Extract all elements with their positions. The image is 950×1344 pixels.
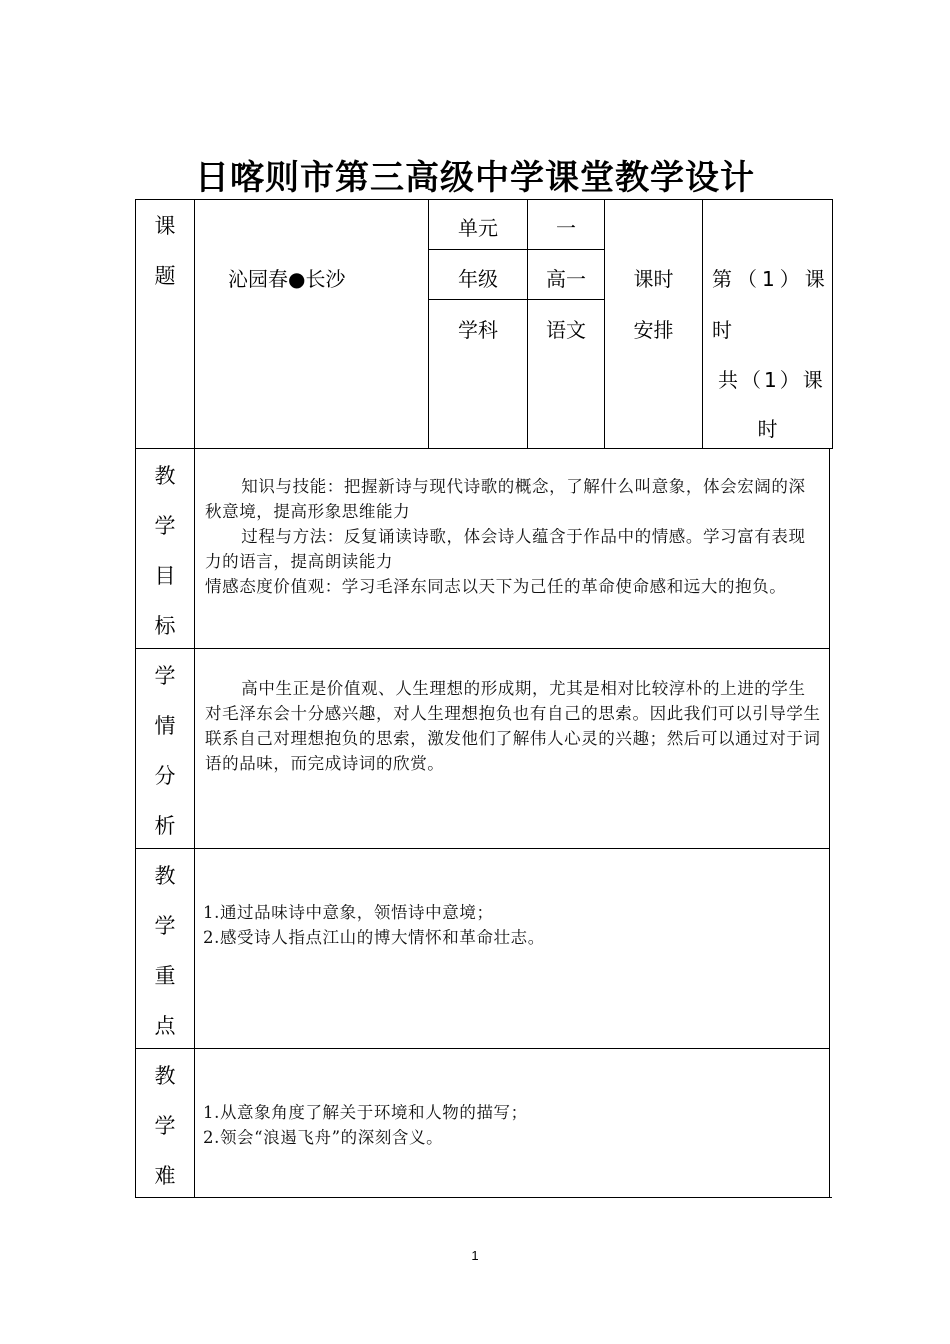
table-rule (702, 199, 703, 449)
schedule-value-line-3: 共（1）课 (718, 368, 826, 392)
key-points-content (203, 900, 819, 950)
difficulties-content (203, 1100, 819, 1150)
paragraph: 1.从意象角度了解关于环境和人物的描写； (203, 1103, 528, 1122)
paragraph: 知识与技能：把握新诗与现代诗歌的概念，了解什么叫意象，体会宏阔的深秋意境，提高形象思维能力 (205, 477, 806, 521)
table-border-right (832, 199, 833, 449)
table-rule (135, 1048, 830, 1049)
grade-value: 高一 (546, 267, 586, 291)
schedule-label-line-2: 安排 (633, 318, 674, 342)
grade-label: 年级 (458, 267, 498, 291)
difficulties-label: 教 学 难 (154, 1064, 176, 1188)
page-number: 1 (471, 1248, 479, 1263)
table-rule (194, 199, 195, 1198)
schedule-value-line-2: 时 (712, 318, 732, 342)
table-rule (428, 299, 604, 300)
table-rule (135, 448, 832, 449)
paragraph: 2.领会“浪遏飞舟”的深刻含义。 (203, 1128, 444, 1147)
schedule-value-line-1: 第（1）课 (712, 267, 830, 291)
unit-value: 一 (556, 216, 576, 240)
table-rule (135, 648, 830, 649)
schedule-value-line-4: 时 (757, 417, 778, 441)
paragraph: 过程与方法：反复诵读诗歌，体会诗人蕴含于作品中的情感。学习富有表现力的语言，提高朗读能力 (205, 527, 806, 571)
paragraph: 情感态度价值观：学习毛泽东同志以天下为己任的革命使命感和远大的抱负。 (205, 577, 787, 596)
table-border-bottom (135, 1197, 832, 1198)
schedule-label-line-1: 课时 (633, 267, 674, 291)
table-border-right (829, 448, 830, 1198)
objectives-content (205, 474, 821, 599)
key-points-label: 教 学 重 点 (154, 864, 176, 1038)
topic-value: 沁园春●长沙 (228, 267, 346, 291)
table-rule (135, 848, 830, 849)
paragraph: 高中生正是价值观、人生理想的形成期，尤其是相对比较淳朴的上进的学生对毛泽东会十分感兴趣，对人生理想抱负也有自己的思索。因此我们可以引导学生联系自己对理想抱负的思索，激发他们了解伟人心灵的兴趣；然后可以通过对于词语的品味，而完成诗词的欣赏。 (205, 679, 821, 773)
objectives-label: 教 学 目 标 (154, 464, 176, 638)
learner-analysis-content (205, 676, 821, 776)
paragraph: 1.通过品味诗中意象，领悟诗中意境； (203, 903, 494, 922)
subject-label: 学科 (458, 318, 498, 342)
table-border-top (135, 199, 832, 200)
subject-value: 语文 (546, 318, 586, 342)
learner-analysis-label: 学 情 分 析 (154, 664, 176, 838)
paragraph: 2.感受诗人指点江山的博大情怀和革命壮志。 (203, 928, 545, 947)
unit-label: 单元 (458, 216, 498, 240)
topic-label: 课 题 (154, 214, 176, 288)
table-rule (428, 249, 604, 250)
document-title: 日喀则市第三高级中学课堂教学设计 (195, 158, 755, 198)
